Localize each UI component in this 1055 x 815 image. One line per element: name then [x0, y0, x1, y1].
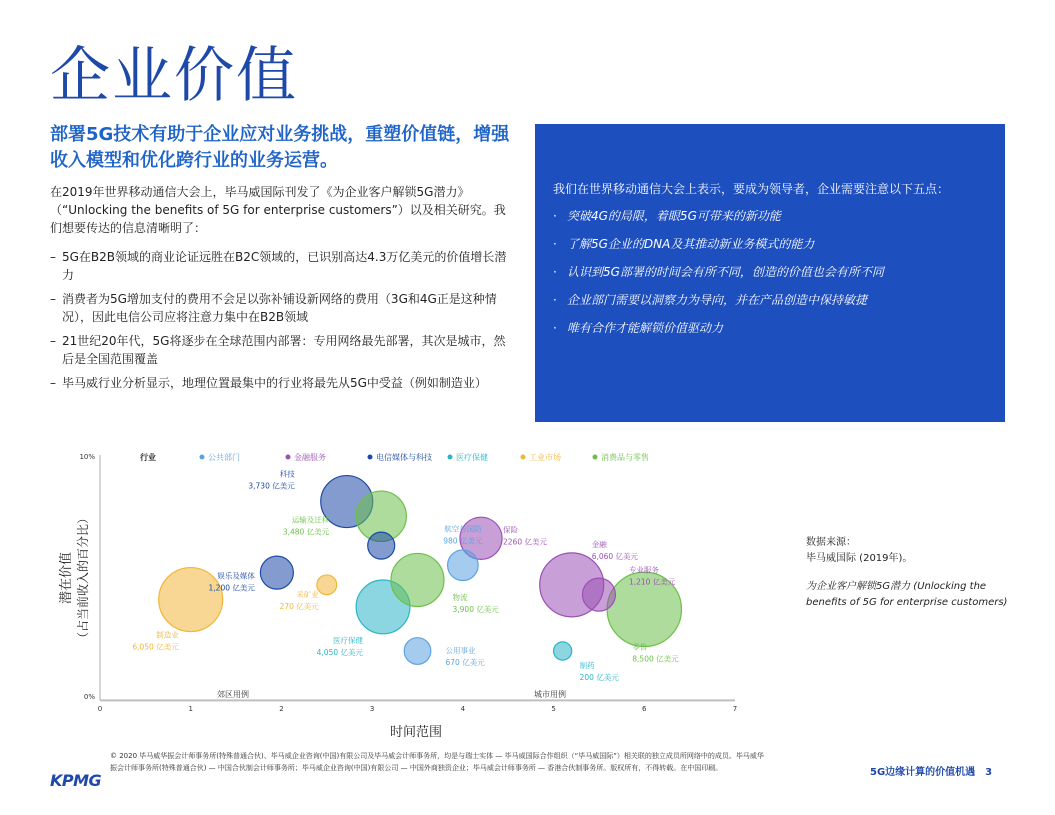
bubble-value-label: 980 亿美元	[443, 536, 483, 546]
highlight-item-text: 了解5G企业的DNA及其推动新业务模式的能力	[567, 237, 815, 251]
list-item	[50, 374, 508, 392]
bubble	[404, 638, 431, 665]
kpmg-logo: KPMG	[50, 771, 102, 790]
bubble	[368, 532, 395, 559]
bullet-dash: –	[50, 334, 56, 348]
bubble-label: 金融	[591, 539, 607, 549]
legend-entry: 电信媒体与科技	[376, 453, 432, 462]
bullet-dot: ·	[553, 265, 557, 279]
bullet-text: 毕马威行业分析显示，地理位置最集中的行业将最先从5G中受益（例如制造业）	[62, 376, 487, 390]
y-axis-title-line1: 潜在价值	[59, 551, 74, 605]
bubble-label: 零售	[632, 642, 648, 652]
bullet-dot: ·	[553, 209, 557, 223]
bullet-dot: ·	[553, 321, 557, 335]
bubble-label: 公用事业	[445, 646, 476, 655]
bubble-label: 专业服务	[628, 565, 659, 575]
page-number: 3	[985, 767, 993, 778]
intro-paragraph: 在2019年世界移动通信大会上，毕马威国际刊发了《为企业客户解锁5G潜力》（“Unlocking the benefits of 5G for enterprise customers”）以及相关研究。我们想要传达的信息清晰明了：	[50, 185, 506, 235]
x-tick-label: 4	[460, 705, 466, 713]
bubble	[554, 642, 572, 660]
highlight-list	[553, 208, 993, 348]
bubble	[159, 568, 223, 632]
y-axis-title-line2: （占当前收入的百分比）	[76, 511, 90, 645]
bubble-value-label: 1,210 亿美元	[628, 577, 676, 587]
bubble	[448, 550, 479, 581]
bullet-dot: ·	[553, 237, 557, 251]
legend-entry: 医疗保健	[456, 453, 488, 462]
chart-legend	[140, 452, 649, 462]
highlight-item-text: 唯有合作才能解锁价值驱动力	[567, 321, 724, 335]
list-item	[50, 290, 508, 326]
list-item	[553, 264, 993, 280]
source-line: 毕马威国际 (2019年)。	[806, 553, 913, 564]
x-tick-label: 2	[279, 705, 284, 713]
bubble-label: 医疗保健	[333, 635, 364, 645]
bubble-label: 运输及迁移	[291, 515, 330, 525]
x-tick-label: 7	[732, 705, 738, 713]
highlight-box	[535, 124, 1005, 422]
bullet-text: 5G在B2B领域的商业论证远胜在B2C领域的，已识别高达4.3万亿美元的价值增长潜力	[62, 250, 507, 282]
x-axis-title: 时间范围	[389, 725, 443, 740]
page-title: 企业价值	[50, 41, 298, 111]
bullet-text: 21世纪20年代，5G将逐步在全球范围内部署：专用网络最先部署，其次是城市，然后是全国范围覆盖	[62, 334, 506, 366]
legend-entry: 金融服务	[294, 453, 326, 462]
x-tick-label: 1	[188, 705, 193, 713]
bubble-value-label: 1,200 亿美元	[208, 583, 255, 593]
bullet-dash: –	[50, 292, 56, 306]
list-item	[553, 320, 993, 336]
bubble-value-label: 6,050 亿美元	[132, 642, 179, 652]
bubble-label: 航空与国防	[444, 524, 482, 534]
x-tick-label: 6	[642, 705, 647, 713]
highlight-item-text: 突破4G的局限，着眼5G可带来的新功能	[567, 209, 781, 223]
bullet-list	[50, 248, 508, 398]
bubble-value-label: 3,480 亿美元	[282, 527, 330, 537]
x-ticks	[98, 705, 737, 713]
legend-entry: 工业市场	[529, 453, 561, 462]
bubble-label: 制造业	[156, 630, 179, 640]
bubble-value-label: 6,060 亿美元	[591, 551, 639, 561]
page-subtitle: 部署5G技术有助于企业应对业务挑战，重塑价值链，增强收入模型和优化跨行业的业务运营。	[50, 124, 510, 171]
bubble-value-label: 200 亿美元	[579, 673, 619, 682]
list-item	[50, 248, 508, 284]
list-item	[50, 332, 508, 368]
bubble-value-label: 3,900 亿美元	[452, 604, 499, 614]
bubble-value-label: 8,500 亿美元	[632, 654, 679, 664]
footer-legal: © 2020 毕马威华振会计师事务所(特殊普通合伙)、毕马威企业咨询(中国)有限公司及毕马威会计师事务所，均是与瑞士实体 — 毕马威国际合作组织（“毕马威国际”）相关联的独立成员所网络中的成员。毕马威华振会计师事务所(特殊普通合伙) — 中国合伙制会计师事务所；毕马威企业咨询(中国)有限公司 — 中国外商独资企业；毕马威会计师事务所 — 香港合伙制事务所。版权所有，不得转载。在中国印刷。	[110, 752, 764, 772]
x-tick-label: 3	[369, 705, 375, 713]
bubble	[260, 556, 293, 589]
bubble-chart	[40, 445, 780, 745]
x-tick-label: 0	[97, 705, 103, 713]
bubble-label: 科技	[279, 469, 295, 479]
bubble-label: 采矿业	[296, 589, 319, 599]
region-label-urban: 城市用例	[534, 690, 566, 699]
legend-entry: 公共部门	[208, 453, 240, 462]
legend-entry: 消费品与零售	[601, 453, 649, 462]
legend-marker	[200, 455, 205, 460]
list-item	[553, 236, 993, 252]
x-tick-label: 5	[551, 705, 556, 713]
doc-title: 5G边缘计算的价值机遇	[870, 767, 976, 778]
y-tick-top: 10%	[79, 453, 95, 461]
legend-marker	[368, 455, 373, 460]
highlight-item-text: 企业部门需要以洞察力为导向，并在产品创造中保持敏捷	[567, 293, 868, 307]
bubble-value-label: 670 亿美元	[445, 658, 485, 667]
bubble-value-label: 270 亿美元	[279, 601, 319, 611]
legend-title: 行业	[140, 453, 156, 462]
legend-marker	[286, 455, 291, 460]
highlight-lead: 我们在世界移动通信大会上表示，要成为领导者，企业需要注意以下五点：	[553, 182, 950, 196]
bubble-value-label: 2260 亿美元	[503, 537, 547, 547]
highlight-item-text: 认识到5G部署的时间会有所不同，创造的价值也会有所不同	[567, 265, 884, 279]
y-tick-bottom: 0%	[83, 693, 95, 701]
bubble-value-label: 4,050 亿美元	[316, 647, 364, 657]
bubble-label: 物流	[452, 592, 468, 602]
bubble-label: 娱乐及媒体	[217, 571, 255, 581]
legend-marker	[448, 455, 453, 460]
legend-marker	[521, 455, 526, 460]
legend-marker	[593, 455, 598, 460]
data-source	[806, 535, 1021, 611]
bubble-label: 制药	[579, 661, 595, 670]
bubble	[582, 578, 615, 611]
region-label-suburban: 郊区用例	[217, 690, 249, 699]
list-item	[553, 292, 993, 308]
source-label: 数据来源：	[806, 537, 856, 548]
source-title: 为企业客户解锁5G潜力 (Unlocking the benefits of 5G for enterprise customers)	[806, 581, 1008, 608]
bullet-dash: –	[50, 376, 56, 390]
bubble	[391, 553, 444, 606]
bubble-value-label: 3,730 亿美元	[248, 481, 295, 491]
bubble	[317, 575, 337, 595]
bubbles	[132, 469, 681, 682]
list-item	[553, 208, 993, 224]
bullet-dot: ·	[553, 293, 557, 307]
bullet-text: 消费者为5G增加支付的费用不会足以弥补铺设新网络的费用（3G和4G正是这种情况），因此电信公司应将注意力集中在B2B领域	[62, 292, 497, 324]
bullet-dash: –	[50, 250, 56, 264]
bubble-label: 保险	[503, 525, 518, 535]
footer-doc-info	[870, 763, 992, 778]
